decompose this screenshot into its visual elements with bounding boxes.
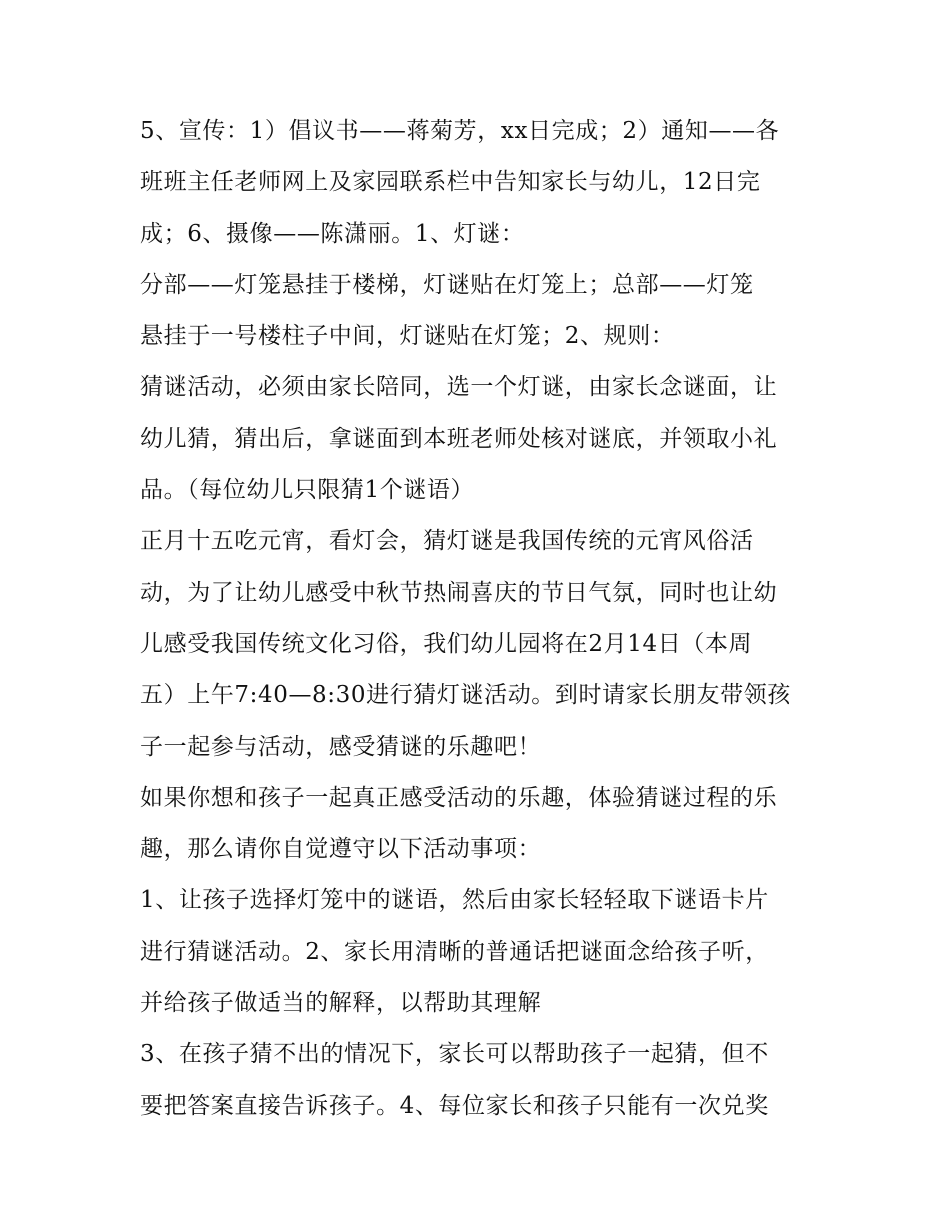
text-line: 如果你想和孩子一起真正感受活动的乐趣，体验猜谜过程的乐 bbox=[140, 784, 778, 811]
text-line: 猜谜活动，必须由家长陪同，选一个灯谜，由家长念谜面，让 bbox=[140, 374, 778, 401]
text-line: 幼儿猜，猜出后，拿谜面到本班老师处核对谜底，并领取小礼 bbox=[140, 425, 778, 452]
text-line: 悬挂于一号楼柱子中间，灯谜贴在灯笼；2、规则： bbox=[140, 323, 675, 350]
text-line: 并给孩子做适当的解释，以帮助其理解 bbox=[140, 990, 542, 1017]
text-line: 儿感受我国传统文化习俗，我们幼儿园将在2月14日（本周 bbox=[140, 630, 753, 657]
text-line: 5、宣传：1）倡议书——蒋菊芳，xx日完成；2）通知——各 bbox=[140, 118, 780, 144]
text-line: 成；6、摄像——陈潇丽。1、灯谜： bbox=[140, 220, 525, 247]
text-line: 正月十五吃元宵，看灯会，猜灯谜是我国传统的元宵风俗活 bbox=[140, 528, 754, 555]
text-line: 子一起参与活动，感受猜谜的乐趣吧！ bbox=[140, 733, 542, 760]
text-line: 要把答案直接告诉孩子。4、每位家长和孩子只能有一次兑奖 bbox=[140, 1092, 769, 1119]
text-line: 趣，那么请你自觉遵守以下活动事项： bbox=[140, 836, 542, 863]
text-line: 动，为了让幼儿感受中秋节热闹喜庆的节日气氛，同时也让幼 bbox=[140, 579, 778, 606]
text-line: 3、在孩子猜不出的情况下，家长可以帮助孩子一起猜，但不 bbox=[140, 1041, 769, 1068]
text-line: 进行猜谜活动。2、家长用清晰的普通话把谜面念给孩子听， bbox=[140, 938, 769, 965]
document-body bbox=[140, 106, 820, 1132]
text-line: 品。（每位幼儿只限猜1个谜语） bbox=[140, 477, 475, 504]
text-line: 1、让孩子选择灯笼中的谜语，然后由家长轻轻取下谜语卡片 bbox=[140, 887, 769, 914]
text-line: 分部——灯笼悬挂于楼梯，灯谜贴在灯笼上；总部——灯笼 bbox=[140, 271, 754, 298]
text-line: 五）上午7:40—8:30进行猜灯谜活动。到时请家长朋友带领孩 bbox=[140, 682, 791, 709]
text-line: 班班主任老师网上及家园联系栏中告知家长与幼儿，12日完 bbox=[140, 169, 761, 196]
